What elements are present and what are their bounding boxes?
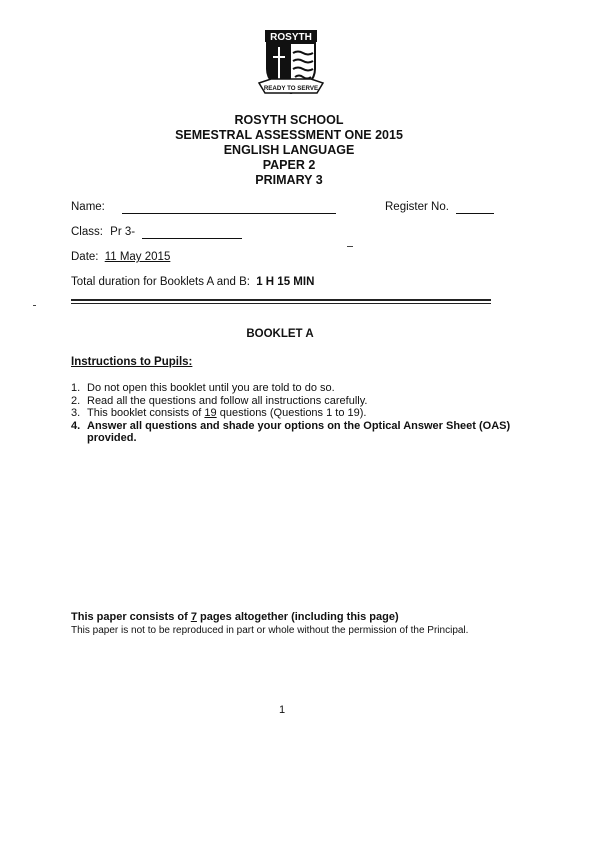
reproduction-notice: This paper is not to be reproduced in part or whole without the permission of the Principal. xyxy=(71,625,469,636)
stray-mark xyxy=(347,246,353,247)
page-count-statement xyxy=(71,611,399,623)
class-label: Class: xyxy=(71,226,103,238)
name-label: Name: xyxy=(71,201,105,213)
crest-motto-text: READY TO SERVE xyxy=(263,85,319,92)
duration-row xyxy=(71,276,314,288)
name-field[interactable] xyxy=(122,201,336,214)
divider-top xyxy=(71,299,491,301)
instructions-heading: Instructions to Pupils: xyxy=(71,356,193,368)
instructions-list xyxy=(71,382,511,445)
duration-value: 1 H 15 MIN xyxy=(256,276,315,288)
crest-emblem-icon xyxy=(257,27,325,99)
register-row xyxy=(385,201,494,214)
instruction-text xyxy=(87,407,366,420)
level-title: PRIMARY 3 xyxy=(255,173,323,187)
instruction-number: 2. xyxy=(71,394,81,407)
subject-title: ENGLISH LANGUAGE xyxy=(223,143,355,157)
instruction-text-pre: This booklet consists of xyxy=(87,407,202,419)
page-count-post: pages altogether (including this page) xyxy=(200,611,399,623)
duration-label: Total duration for Booklets A and B: xyxy=(71,276,251,288)
school-name: ROSYTH SCHOOL xyxy=(234,113,344,127)
date-value: 11 May 2015 xyxy=(104,251,171,263)
instruction-text: Read all the questions and follow all instructions carefully. xyxy=(87,394,368,407)
crest-top-text: ROSYTH xyxy=(270,32,312,43)
stray-mark-left xyxy=(33,305,36,306)
instruction-item xyxy=(71,382,511,395)
question-count: 19 xyxy=(204,407,217,419)
instruction-number: 4. xyxy=(71,419,81,432)
instruction-item xyxy=(71,395,511,408)
register-label: Register No. xyxy=(385,201,449,213)
instruction-item xyxy=(71,420,511,445)
class-field[interactable] xyxy=(142,226,242,239)
name-row xyxy=(71,201,336,214)
school-crest xyxy=(257,27,325,99)
class-row xyxy=(71,226,242,239)
page-count: 7 xyxy=(190,611,197,623)
register-field[interactable] xyxy=(456,201,494,214)
date-label: Date: xyxy=(71,251,99,263)
class-value: Pr 3- xyxy=(110,226,136,238)
divider-bottom xyxy=(71,303,491,304)
page-number: 1 xyxy=(279,704,286,716)
date-row xyxy=(71,251,170,263)
instruction-text: Do not open this booklet until you are told to do so. xyxy=(87,382,335,394)
paper-title: PAPER 2 xyxy=(262,158,316,172)
instruction-item xyxy=(71,407,511,420)
instruction-number: 3. xyxy=(71,407,81,419)
title-block xyxy=(0,113,578,188)
instruction-text-post: questions (Questions 1 to 19). xyxy=(219,407,367,419)
instruction-number: 1. xyxy=(71,382,81,394)
instruction-text: Answer all questions and shade your options on the Optical Answer Sheet (OAS) provided. xyxy=(87,419,511,444)
booklet-label: BOOKLET A xyxy=(246,328,314,340)
page-count-pre: This paper consists of xyxy=(71,611,188,623)
assessment-title: SEMESTRAL ASSESSMENT ONE 2015 xyxy=(175,128,403,142)
